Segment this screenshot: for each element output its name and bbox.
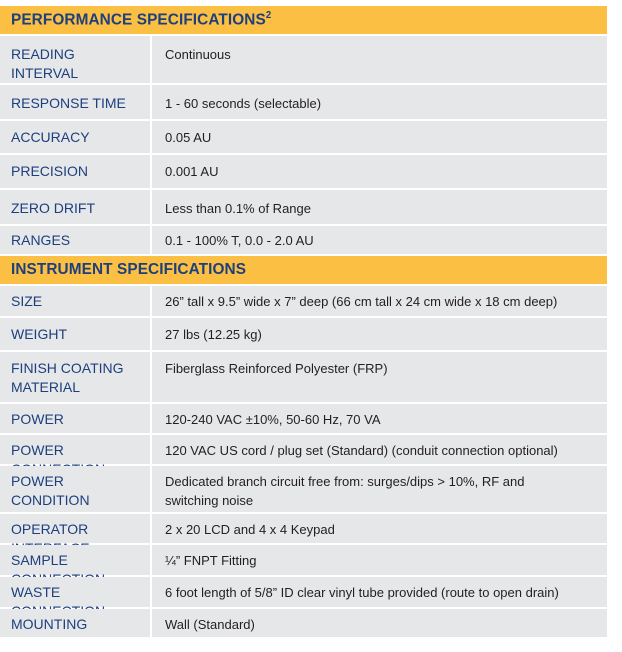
spec-row-weight bbox=[0, 318, 607, 352]
spec-value: 0.1 - 100% T, 0.0 - 2.0 AU bbox=[152, 226, 607, 254]
spec-label: MOUNTING bbox=[0, 609, 152, 637]
section-title: PERFORMANCE SPECIFICATIONS$^2$ bbox=[11, 10, 272, 29]
spec-value: Dedicated branch circuit free from: surges/dips > 10%, RF and switching noise bbox=[152, 466, 607, 512]
spec-label: POWER bbox=[0, 404, 152, 433]
spec-value: 120 VAC US cord / plug set (Standard) (conduit connection optional) bbox=[152, 435, 607, 464]
spec-label: WEIGHT bbox=[0, 318, 152, 350]
spec-row-accuracy bbox=[0, 121, 607, 155]
spec-value: 26” tall x 9.5” wide x 7” deep (66 cm tall x 24 cm wide x 18 cm deep) bbox=[152, 286, 607, 316]
spec-label: WASTE bbox=[0, 577, 152, 607]
spec-row-zero-drift bbox=[0, 190, 607, 226]
spec-row-sample-connection bbox=[0, 545, 607, 577]
spec-label: RESPONSE TIME bbox=[0, 85, 152, 119]
spec-value: 0.05 AU bbox=[152, 121, 607, 153]
spec-row-size bbox=[0, 286, 607, 318]
spec-label: ACCURACY bbox=[0, 121, 152, 153]
spec-label: PRECISION bbox=[0, 155, 152, 188]
spec-value: 2 x 20 LCD and 4 x 4 Keypad bbox=[152, 514, 607, 543]
instrument-specs-header bbox=[0, 256, 607, 286]
spec-row-finish-coating-material bbox=[0, 352, 607, 404]
spec-value: Wall (Standard) bbox=[152, 609, 607, 637]
spec-label: FINISH COATING MATERIAL bbox=[0, 352, 152, 402]
spec-value: 27 lbs (12.25 kg) bbox=[152, 318, 607, 350]
spec-row-power bbox=[0, 404, 607, 435]
spec-sheet bbox=[0, 6, 607, 639]
performance-specs-header bbox=[0, 6, 607, 36]
spec-row-waste-connection bbox=[0, 577, 607, 609]
spec-value: 6 foot length of 5/8” ID clear vinyl tube provided (route to open drain) bbox=[152, 577, 607, 607]
spec-row-mounting bbox=[0, 609, 607, 639]
spec-label: READING INTERVAL bbox=[0, 36, 152, 83]
spec-value: 0.001 AU bbox=[152, 155, 607, 188]
spec-row-power-condition bbox=[0, 466, 607, 514]
spec-label: ZERO DRIFT bbox=[0, 190, 152, 224]
spec-label: POWER CONDITION bbox=[0, 466, 152, 512]
spec-row-reading-interval bbox=[0, 36, 607, 85]
spec-value: 120-240 VAC ±10%, 50-60 Hz, 70 VA bbox=[152, 404, 607, 433]
spec-value: Continuous bbox=[152, 36, 607, 83]
spec-row-precision bbox=[0, 155, 607, 190]
spec-label: RANGES bbox=[0, 226, 152, 254]
spec-label: OPERATOR bbox=[0, 514, 152, 543]
spec-value: Less than 0.1% of Range bbox=[152, 190, 607, 224]
spec-value: Fiberglass Reinforced Polyester (FRP) bbox=[152, 352, 607, 402]
spec-row-response-time bbox=[0, 85, 607, 121]
footnote-marker: 2 bbox=[265, 10, 272, 22]
spec-label: SAMPLE bbox=[0, 545, 152, 575]
spec-value: ¼” FNPT Fitting bbox=[152, 545, 607, 575]
spec-row-power-connection bbox=[0, 435, 607, 466]
spec-label: POWER bbox=[0, 435, 152, 464]
spec-row-ranges bbox=[0, 226, 607, 256]
spec-row-operator-interface bbox=[0, 514, 607, 545]
spec-value: 1 - 60 seconds (selectable) bbox=[152, 85, 607, 119]
section-title: INSTRUMENT SPECIFICATIONS bbox=[11, 261, 247, 278]
spec-label: SIZE bbox=[0, 286, 152, 316]
